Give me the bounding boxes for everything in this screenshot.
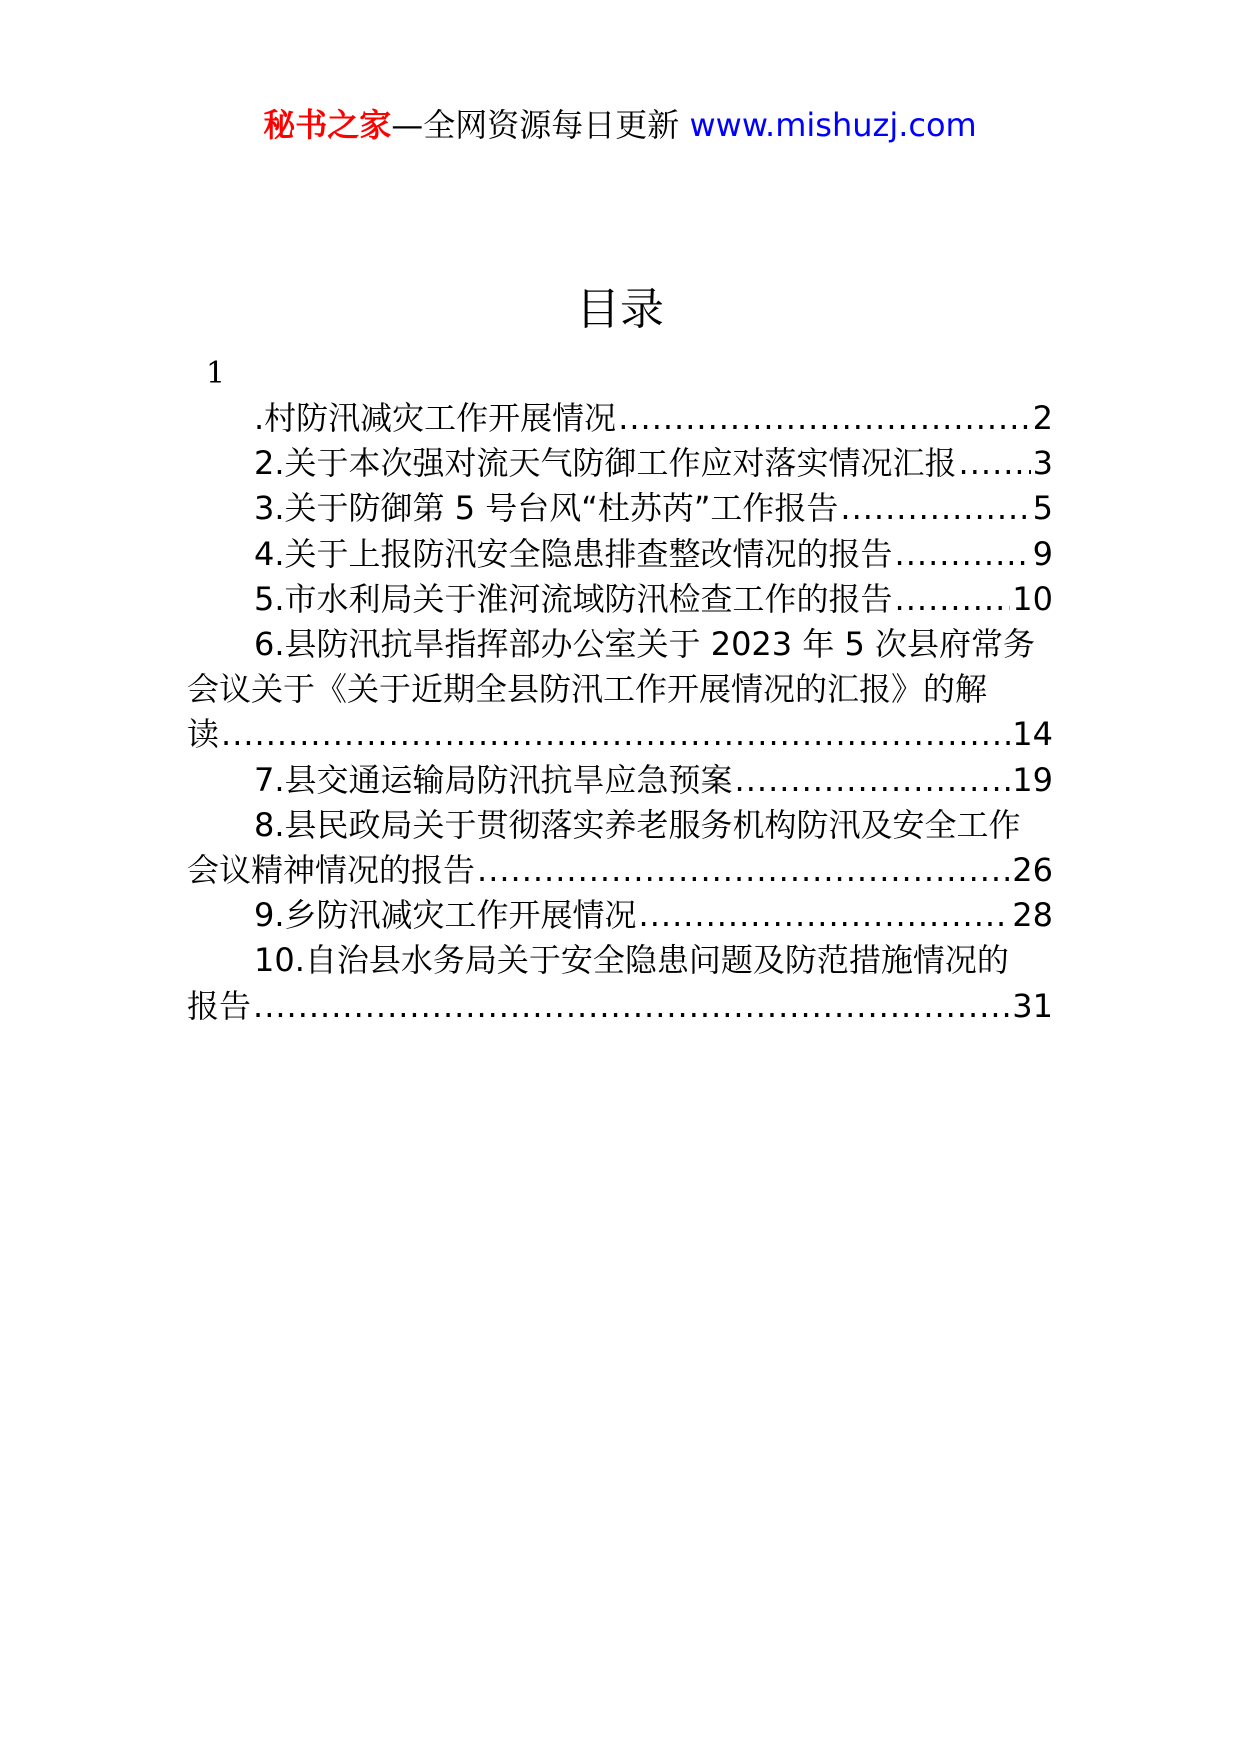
toc-entry[interactable]	[187, 577, 1053, 622]
toc-dot-leader	[959, 441, 1031, 486]
toc-page-number: 5	[1032, 489, 1053, 528]
toc-page-number: 3	[1032, 444, 1053, 483]
toc-entry[interactable]	[187, 803, 1053, 893]
toc-marker: 1	[206, 356, 226, 391]
toc-page-number: 14	[1012, 715, 1053, 754]
toc-entry-line: 6.县防汛抗旱指挥部办公室关于 2023 年 5 次县府常务	[254, 625, 1036, 664]
toc-dot-leader	[895, 532, 1031, 577]
toc-entry-label: .村防汛减灾工作开展情况	[254, 399, 617, 437]
toc-entry-label: 7.县交通运输局防汛抗旱应急预案	[254, 760, 733, 799]
toc-entry-label: 9.乡防汛减灾工作开展情况	[254, 896, 637, 935]
site-brand: 秘书之家	[263, 106, 392, 144]
toc-entry[interactable]	[187, 532, 1053, 577]
toc-entry-label: 报告	[187, 986, 252, 1025]
toc-entry-line: 8.县民政局关于贯彻落实养老服务机构防汛及安全工作	[254, 805, 1021, 844]
toc-entry[interactable]	[187, 893, 1053, 938]
toc-dot-leader	[221, 712, 1010, 757]
toc-page-number: 10	[1012, 579, 1053, 618]
toc-dot-leader	[735, 758, 1011, 803]
table-of-contents	[187, 396, 1053, 1029]
toc-page-number: 31	[1012, 986, 1053, 1025]
toc-dot-leader	[477, 848, 1010, 893]
toc-entry[interactable]	[187, 938, 1053, 1028]
toc-dot-leader	[253, 984, 1010, 1029]
site-header	[0, 98, 1240, 152]
toc-entry-line: 10.自治县水务局关于安全隐患问题及防范措施情况的	[254, 941, 1009, 980]
toc-entry[interactable]	[187, 486, 1053, 531]
toc-dot-leader	[895, 577, 1011, 622]
toc-entry-label: 5.市水利局关于淮河流域防汛检查工作的报告	[254, 579, 893, 618]
toc-entry-label: 2.关于本次强对流天气防御工作应对落实情况汇报	[254, 444, 957, 483]
site-url-link[interactable]: www.mishuzj.com	[689, 106, 977, 144]
toc-page-number: 28	[1012, 896, 1053, 935]
toc-entry[interactable]	[187, 758, 1053, 803]
toc-dot-leader	[639, 893, 1011, 938]
toc-entry[interactable]	[187, 622, 1053, 758]
toc-page-number: 26	[1012, 851, 1053, 890]
toc-dot-leader	[618, 396, 1030, 441]
toc-entry-label: 3.关于防御第 5 号台风“杜苏芮”工作报告	[254, 489, 839, 528]
toc-dot-leader	[840, 486, 1030, 531]
toc-entry[interactable]	[187, 396, 1053, 441]
toc-entry-label: 4.关于上报防汛安全隐患排查整改情况的报告	[254, 534, 893, 573]
toc-title: 目录	[576, 284, 664, 335]
toc-entry-label: 读	[187, 715, 220, 754]
toc-entry[interactable]	[187, 441, 1053, 486]
toc-page-number: 2	[1032, 399, 1053, 437]
toc-entry-label: 会议精神情况的报告	[187, 851, 476, 890]
toc-page-number: 19	[1012, 760, 1053, 799]
site-slogan: —全网资源每日更新	[391, 106, 680, 144]
toc-entry-line: 会议关于《关于近期全县防汛工作开展情况的汇报》的解	[187, 670, 988, 709]
toc-page-number: 9	[1032, 534, 1053, 573]
